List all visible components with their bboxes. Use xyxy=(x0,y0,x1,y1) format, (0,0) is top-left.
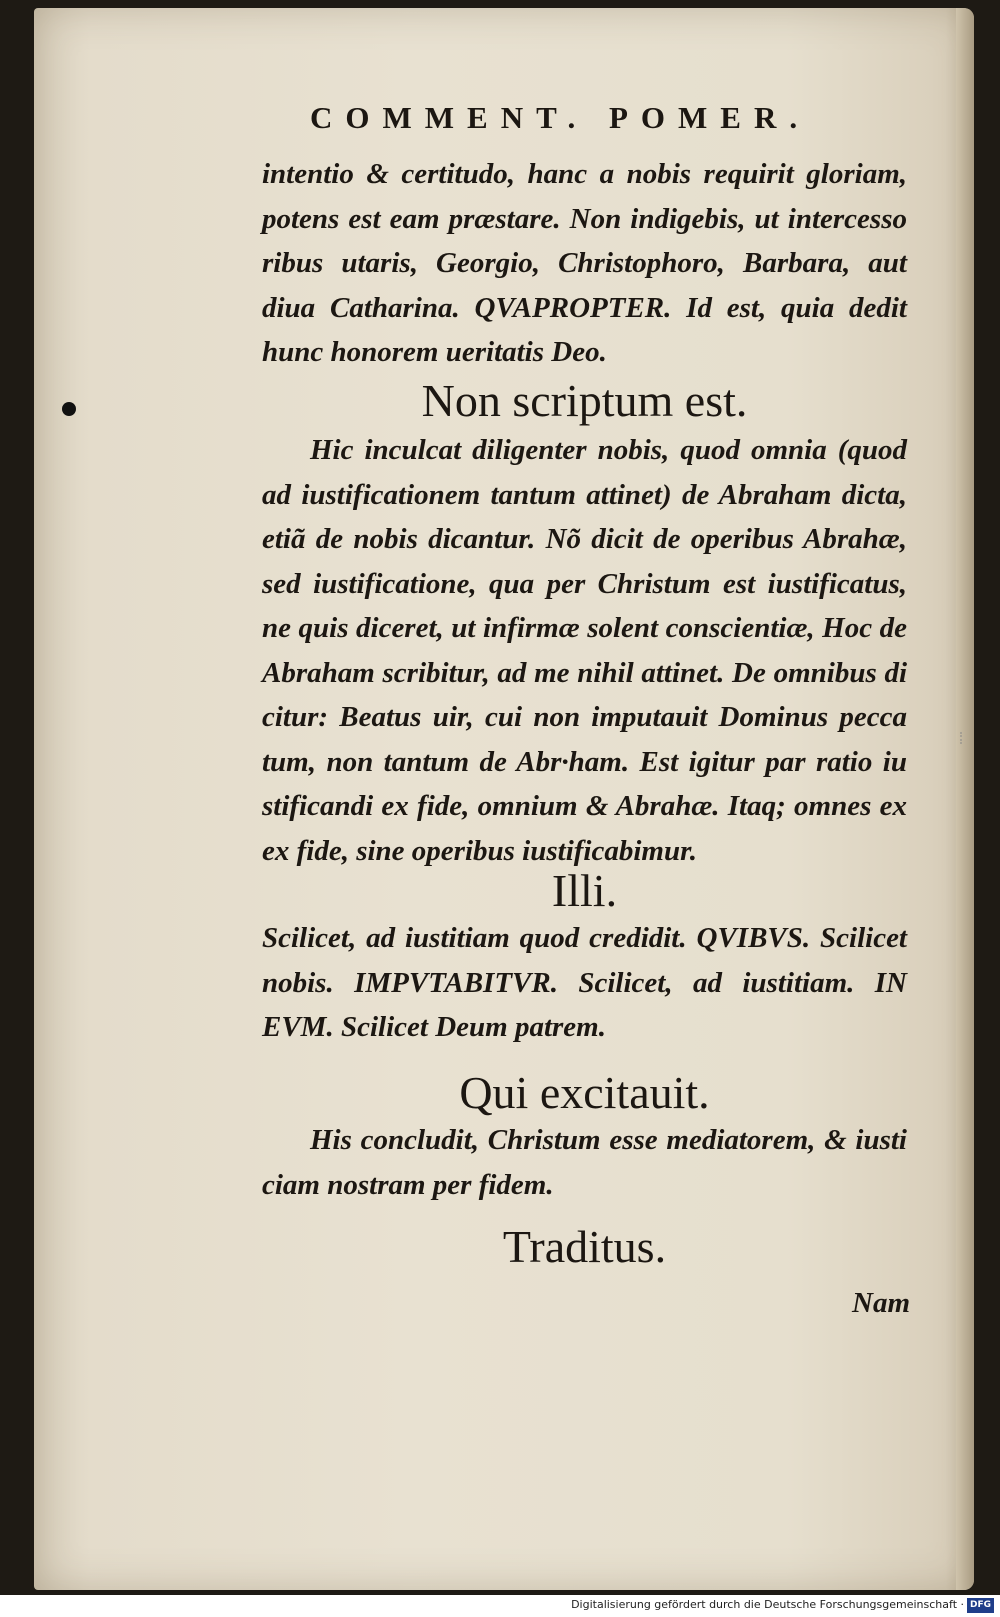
section-heading-1: Non scriptum est. xyxy=(421,375,748,426)
catchword: Nam xyxy=(852,1287,910,1319)
section-heading-2: Illi. xyxy=(551,865,618,916)
margin-mark xyxy=(62,402,76,416)
section-heading-3: Qui excitauit. xyxy=(459,1067,710,1118)
section-heading-4: Traditus. xyxy=(502,1221,667,1272)
page-edge xyxy=(956,8,974,1590)
footer-credit: Digitalisierung gefördert durch die Deutsche Forschungsgemeinschaft · xyxy=(571,1598,964,1611)
footer-bar xyxy=(0,1595,1000,1617)
paragraph-3: Scilicet, ad iustitiam quod credidit. QVIBVS. Scilicet nobis. IMPVTABITVR. Scilicet, ad iustitiam. IN EVM. Scilicet Deum patrem. xyxy=(262,922,907,1043)
paragraph-2: Hic inculcat diligenter nobis, quod omnia (quod ad iustificationem tantum attinet) de Abraham dicta, etiã de nobis dicantur. Nõ dicit de operibus Abrahæ, sed iustificatione, qua per Christum est iustificatus, ne quis diceret, ut infirmæ solent conscientiæ, Hoc de Abraham scribitur, ad me nihil attinet. De omnibus di citur: Beatus uir, cui non imputauit Dominus pecca tum, non tantum de Abr·ham. Est igitur par ratio iu stificandi ex fide, omnium & Abrahæ. Itaq; omnes ex ex fide, sine operibus iustificabimur. xyxy=(262,434,907,867)
paragraph-1: intentio & certitudo, hanc a nobis requirit gloriam, potens est eam præstare. Non indigebis, ut intercesso ribus utaris, Georgio, Christophoro, Barbara, aut diua Catharina. QVAPROPTER. Id est, quia dedit hunc honorem ueritatis Deo. xyxy=(262,158,907,368)
paragraph-4: His concludit, Christum esse mediatorem, & iusti ciam nostram per fidem. xyxy=(262,1124,907,1201)
dfg-logo: DFG xyxy=(967,1598,994,1613)
running-header: COMMENT. POMER. xyxy=(310,100,811,135)
page-smudge xyxy=(960,732,968,744)
